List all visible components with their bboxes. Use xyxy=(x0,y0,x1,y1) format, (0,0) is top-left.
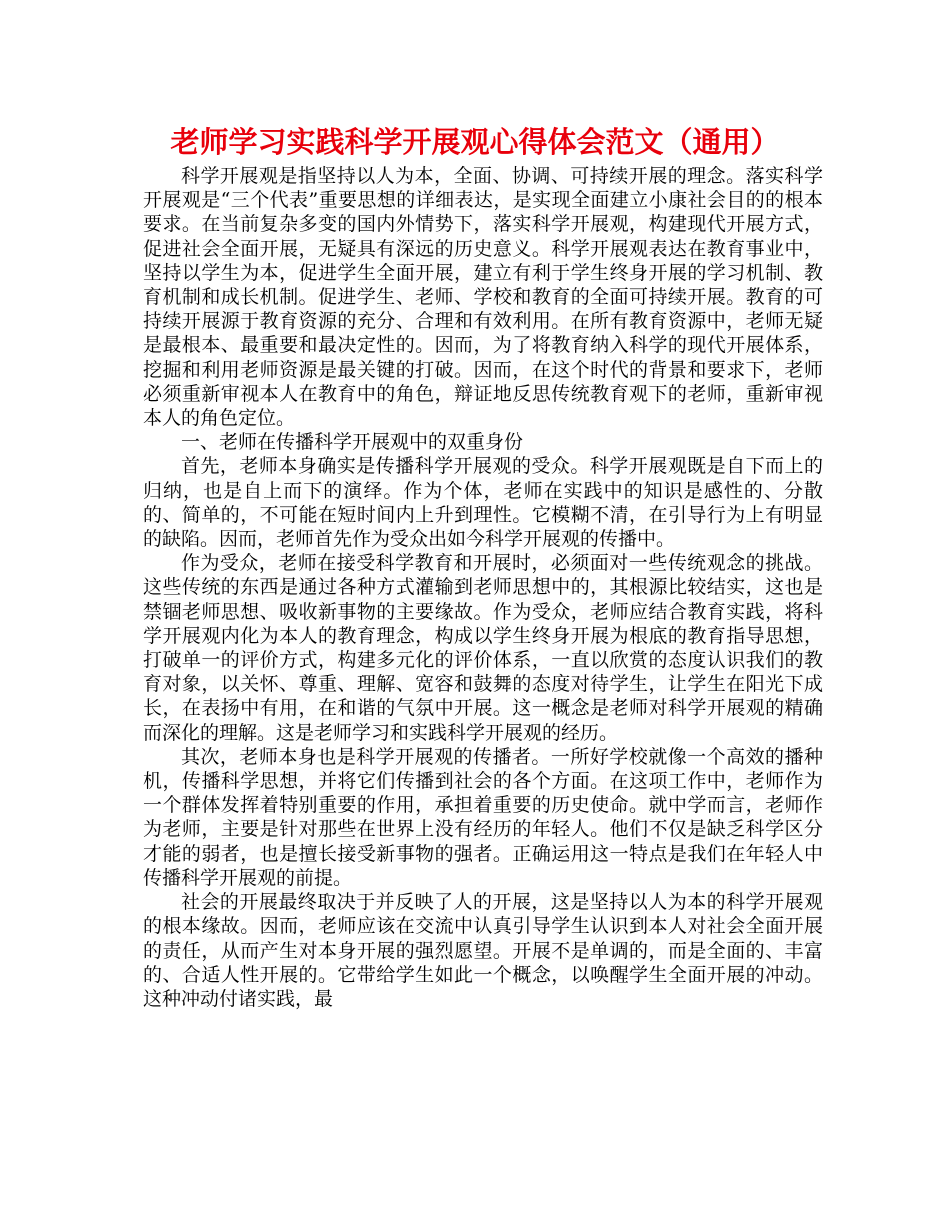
document-body xyxy=(143,164,823,1011)
document-title: 老师学习实践科学开展观心得体会范文（通用） xyxy=(170,125,780,159)
paragraph-first: 首先，老师本身确实是传播科学开展观的受众。科学开展观既是自下而上的归纳，也是自上而下的演绎。作为个体，老师在实践中的知识是感性的、分散的、简单的，不可能在短时间内上升到理性。它模糊不清，在引导行为上有明显的缺陷。因而，老师首先作为受众出如今科学开展观的传播中。 xyxy=(143,455,823,551)
paragraph-second: 其次，老师本身也是科学开展观的传播者。一所好学校就像一个高效的播种机，传播科学思想，并将它们传播到社会的各个方面。在这项工作中，老师作为一个群体发挥着特别重要的作用，承担着重要的历史使命。就中学而言，老师作为老师，主要是针对那些在世界上没有经历的年轻人。他们不仅是缺乏科学区分才能的弱者，也是擅长接受新事物的强者。正确运用这一特点是我们在年轻人中传播科学开展观的前提。 xyxy=(143,745,823,889)
section-heading: 一、老师在传播科学开展观中的双重身份 xyxy=(181,431,524,454)
paragraph-audience: 作为受众，老师在接受科学教育和开展时，必须面对一些传统观念的挑战。这些传统的东西是通过各种方式灌输到老师思想中的，其根源比较结实，这也是禁锢老师思想、吸收新事物的主要缘故。作为受众，老师应结合教育实践，将科学开展观内化为本人的教育理念，构成以学生终身开展为根底的教育指导思想，打破单一的评价方式，构建多元化的评价体系，一直以欣赏的态度认识我们的教育对象，以关怀、尊重、理解、宽容和鼓舞的态度对待学生，让学生在阳光下成长，在表扬中有用，在和谐的气氛中开展。这一概念是老师对科学开展观的精确而深化的理解。这是老师学习和实践科学开展观的经历。 xyxy=(143,552,823,744)
paragraph-intro: 科学开展观是指坚持以人为本，全面、协调、可持续开展的理念。落实科学开展观是“三个代表”重要思想的详细表达，是实现全面建立小康社会目的的根本要求。在当前复杂多变的国内外情势下，落实科学开展观，构建现代开展方式，促进社会全面开展，无疑具有深远的历史意义。科学开展观表达在教育事业中，坚持以学生为本，促进学生全面开展，建立有利于学生终身开展的学习机制、教育机制和成长机制。促进学生、老师、学校和教育的全面可持续开展。教育的可持续开展源于教育资源的充分、合理和有效利用。在所有教育资源中，老师无疑是最根本、最重要和最决定性的。因而，为了将教育纳入科学的现代开展体系，挖掘和利用老师资源是最关键的打破。因而，在这个时代的背景和要求下，老师必须重新审视本人在教育中的角色，辩证地反思传统教育观下的老师，重新审视本人的角色定位。 xyxy=(143,165,823,430)
paragraph-society: 社会的开展最终取决于并反映了人的开展，这是坚持以人为本的科学开展观的根本缘故。因而，老师应该在交流中认真引导学生认识到本人对社会全面开展的责任，从而产生对本身开展的强烈愿望。开展不是单调的，而是全面的、丰富的、合适人性开展的。它带给学生如此一个概念，以唤醒学生全面开展的冲动。这种冲动付诸实践，最 xyxy=(143,891,823,1010)
